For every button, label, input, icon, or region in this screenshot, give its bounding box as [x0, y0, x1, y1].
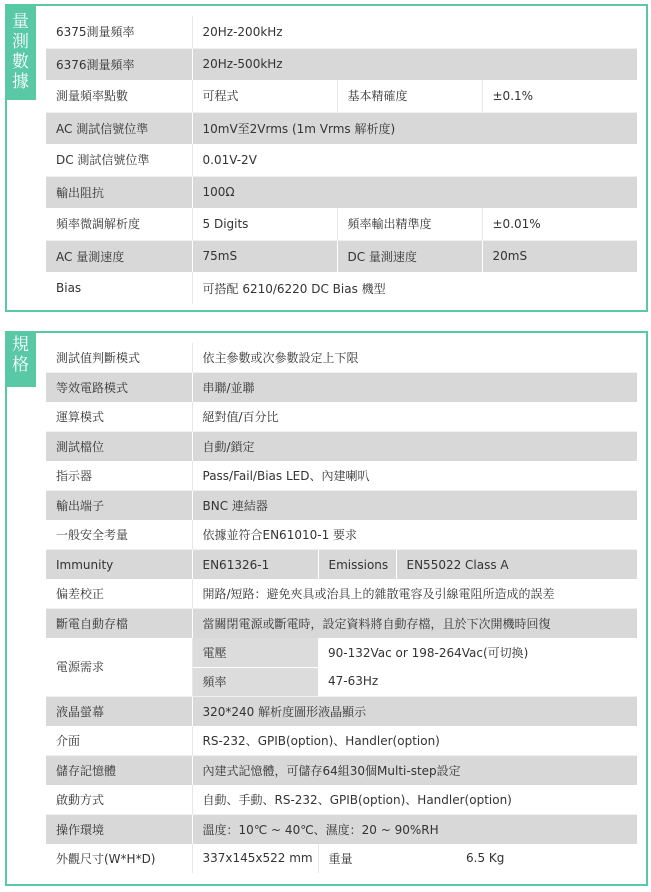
- row-label: Bias: [46, 272, 192, 304]
- row-label: DC 測試信號位準: [46, 144, 192, 176]
- row-value: 20Hz-500kHz: [192, 48, 637, 80]
- row-value: EN61326-1: [192, 550, 318, 580]
- voltage-value: 90-132Vac or 198-264Vac(可切換): [328, 646, 529, 660]
- row-label: 6376測量頻率: [46, 48, 192, 80]
- row-label: 斷電自動存檔: [46, 609, 192, 639]
- table-row: [46, 48, 637, 80]
- row-label: AC 測試信號位準: [46, 112, 192, 144]
- table-row: [46, 814, 637, 844]
- row-label: 輸出阻抗: [46, 176, 192, 208]
- row-label: 頻率微調解析度: [46, 208, 192, 240]
- table-row: [46, 844, 637, 874]
- row-value: 20Hz-200kHz: [192, 16, 637, 48]
- row-value: ±0.1%: [482, 80, 637, 112]
- table-row: [46, 432, 637, 462]
- table-row: [46, 520, 637, 550]
- table-row: [46, 550, 637, 580]
- row-value: BNC 連結器: [192, 491, 637, 521]
- frequency-key: 頻率: [192, 667, 318, 696]
- row-label: 一般安全考量: [46, 520, 192, 550]
- row-label: 儲存記憶體: [46, 755, 192, 785]
- row-label: 輸出端子: [46, 491, 192, 521]
- row-label: 指示器: [46, 461, 192, 491]
- table-row: [46, 785, 637, 815]
- power-label: 電源需求: [46, 638, 192, 696]
- row-label: 操作環境: [46, 814, 192, 844]
- row-value: 絕對值/百分比: [192, 402, 637, 432]
- table-row: [46, 144, 637, 176]
- row-value: 開路/短路：避免夾具或治具上的雜散電容及引線電阻所造成的誤差: [192, 579, 637, 609]
- row-label: 重量: [318, 844, 396, 874]
- measurement-tab: 量 測 數 據: [5, 4, 36, 100]
- row-label: 測試檔位: [46, 432, 192, 462]
- row-value: 6.5 Kg: [466, 851, 505, 866]
- table-row: [46, 579, 637, 609]
- row-value: ±0.01%: [482, 208, 637, 240]
- table-row: [46, 343, 637, 373]
- table-row: [46, 373, 637, 403]
- table-row: [46, 638, 637, 667]
- spec-section: [5, 331, 648, 886]
- table-row: [46, 726, 637, 756]
- table-row: [46, 240, 637, 272]
- row-label: 6375測量頻率: [46, 16, 192, 48]
- spec-table: [46, 343, 637, 873]
- row-value: 75mS: [192, 240, 337, 272]
- row-label: Emissions: [318, 550, 396, 580]
- table-row: [46, 112, 637, 144]
- row-value: Pass/Fail/Bias LED、內建喇叭: [192, 461, 637, 491]
- row-value: 依據並符合EN61010-1 要求: [192, 520, 637, 550]
- row-label: Immunity: [46, 550, 192, 580]
- spec-tab: 規 格: [5, 331, 36, 387]
- table-row: [46, 208, 637, 240]
- row-value: 320*240 解析度圖形液晶顯示: [192, 696, 637, 726]
- table-row: [46, 80, 637, 112]
- row-label: 測量頻率點數: [46, 80, 192, 112]
- row-value: 依主參數或次參數設定上下限: [192, 343, 637, 373]
- row-value: 溫度：10℃ ~ 40℃、濕度：20 ~ 90%RH: [192, 814, 637, 844]
- table-row: [46, 491, 637, 521]
- table-row: [46, 609, 637, 639]
- row-label: 基本精確度: [337, 80, 482, 112]
- row-label: 測試值判斷模式: [46, 343, 192, 373]
- row-value: 可程式: [192, 80, 337, 112]
- table-row: [46, 272, 637, 304]
- row-label: 啟動方式: [46, 785, 192, 815]
- frequency-value: 47-63Hz: [318, 667, 637, 696]
- table-row: [46, 16, 637, 48]
- row-label: AC 量測速度: [46, 240, 192, 272]
- row-label: 外觀尺寸(W*H*D): [46, 844, 192, 874]
- row-value: 串聯/並聯: [192, 373, 637, 403]
- row-value: 337x145x522 mm: [202, 851, 313, 866]
- row-value: RS-232、GPIB(option)、Handler(option): [192, 726, 637, 756]
- row-value: 20mS: [482, 240, 637, 272]
- table-row: [46, 402, 637, 432]
- row-value: EN55022 Class A: [396, 550, 637, 580]
- row-value: 0.01V-2V: [192, 144, 637, 176]
- row-label: 介面: [46, 726, 192, 756]
- row-label: 偏差校正: [46, 579, 192, 609]
- voltage-key: 電壓: [192, 638, 318, 667]
- row-value: 自動/鎖定: [192, 432, 637, 462]
- row-value: 當關閉電源或斷電時，設定資料將自動存檔，且於下次開機時回復: [192, 609, 637, 639]
- row-label: DC 量測速度: [337, 240, 482, 272]
- row-label: 等效電路模式: [46, 373, 192, 403]
- row-label: 運算模式: [46, 402, 192, 432]
- row-label: 頻率輸出精準度: [337, 208, 482, 240]
- table-row: [46, 696, 637, 726]
- row-value: 自動、手動、RS-232、GPIB(option)、Handler(option): [192, 785, 637, 815]
- table-row: [46, 755, 637, 785]
- row-value: 內建式記憶體，可儲存64組30個Multi-step設定: [192, 755, 637, 785]
- row-label: 液晶螢幕: [46, 696, 192, 726]
- row-value: 可搭配 6210/6220 DC Bias 機型: [202, 281, 386, 296]
- measurement-table: [46, 16, 637, 304]
- table-row: [46, 461, 637, 491]
- measurement-section: [5, 4, 648, 312]
- row-value: 10mV至2Vrms (1m Vrms 解析度): [192, 112, 637, 144]
- row-value: 100Ω: [192, 176, 637, 208]
- row-value: 5 Digits: [192, 208, 337, 240]
- table-row: [46, 176, 637, 208]
